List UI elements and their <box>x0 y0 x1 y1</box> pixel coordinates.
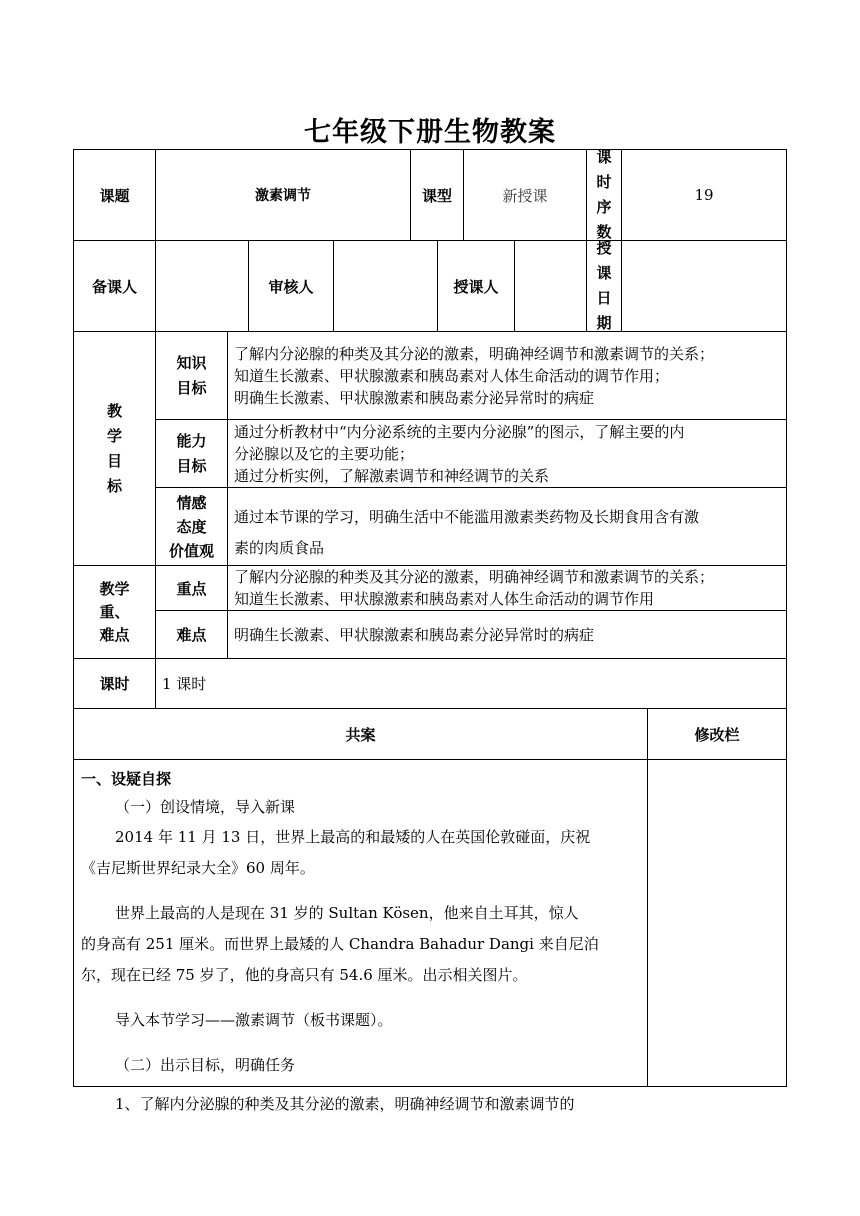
emotion-label-1: 情感 <box>176 493 207 512</box>
keypoints-label-1: 教学 <box>99 579 130 598</box>
goals-label-text: 教学目标 <box>106 401 122 495</box>
keypoints-label <box>74 566 155 658</box>
paragraph-line: 导入本节学习——激素调节（板书课题）。 <box>115 1011 393 1029</box>
focus-line: 知道生长激素、甲状腺激素和胰岛素对人体生命活动的调节作用 <box>234 590 655 608</box>
seq-label <box>587 150 621 240</box>
ability-label-text: 能力目标 <box>176 431 207 475</box>
date-label-text: 授课日期 <box>596 239 612 332</box>
revision-header: 修改栏 <box>694 725 740 744</box>
focus-label: 重点 <box>176 579 207 598</box>
paragraph-line: 的身高有 251 厘米。而世界上最矮的人 Chandra Bahadur Dangi 来自尼泊 <box>81 935 599 953</box>
ability-line: 通过分析教材中“内分泌系统的主要内分泌腺”的图示，了解主要的内 <box>234 423 685 441</box>
topic-value: 激素调节 <box>255 188 311 204</box>
knowledge-line: 明确生长激素、甲状腺激素和胰岛素分泌异常时的病症 <box>234 389 595 407</box>
emotion-label-3: 价值观 <box>168 541 214 560</box>
prep-value[interactable] <box>156 241 248 331</box>
ability-label <box>156 420 227 487</box>
goals-label <box>74 332 155 565</box>
difficulty-label: 难点 <box>176 626 207 644</box>
paragraph-line: 尔，现在已经 75 岁了，他的身高只有 54.6 厘米。出示相关图片。 <box>81 966 528 984</box>
review-value[interactable] <box>334 241 437 331</box>
seq-label-text: 课时序数 <box>596 148 612 241</box>
paragraph-line: 1、了解内分泌腺的种类及其分泌的激素，明确神经调节和激素调节的 <box>115 1095 575 1113</box>
knowledge-text <box>234 343 786 409</box>
topic-label: 课题 <box>99 186 130 205</box>
teach-value[interactable] <box>515 241 586 331</box>
hours-value: 1 课时 <box>162 675 207 693</box>
paragraph-line: 2014 年 11 月 13 日，世界上最高的和最矮的人在英国伦敦碰面，庆祝 <box>115 828 591 846</box>
focus-line: 了解内分泌腺的种类及其分泌的激素，明确神经调节和激素调节的关系； <box>234 568 715 586</box>
plan-body <box>81 766 643 1120</box>
paragraph-line: 世界上最高的人是现在 31 岁的 Sultan Kösen，他来自土耳其，惊人 <box>115 904 579 922</box>
knowledge-line: 了解内分泌腺的种类及其分泌的激素，明确神经调节和激素调节的关系； <box>234 345 715 363</box>
ability-line: 分泌腺以及它的主要功能； <box>234 445 415 463</box>
shared-plan-header: 共案 <box>345 725 376 744</box>
emotion-label <box>156 488 227 565</box>
keypoints-label-2: 重、 <box>99 602 130 621</box>
prep-label: 备课人 <box>91 277 137 296</box>
type-label: 课型 <box>421 186 452 205</box>
review-label: 审核人 <box>268 277 314 296</box>
focus-text <box>234 566 786 610</box>
hours-label: 课时 <box>99 675 130 693</box>
paragraph-line: 《吉尼斯世界纪录大全》60 周年。 <box>81 859 315 877</box>
sub-heading: （二）出示目标，明确任务 <box>115 1056 296 1074</box>
keypoints-label-3: 难点 <box>99 625 130 644</box>
emotion-label-2: 态度 <box>176 517 207 536</box>
date-label <box>587 241 621 331</box>
emotion-line: 通过本节课的学习，明确生活中不能滥用激素类药物及长期食用含有激 <box>234 508 700 526</box>
sub-heading: （一）创设情境，导入新课 <box>115 798 296 816</box>
seq-value: 19 <box>694 186 714 204</box>
emotion-text <box>234 502 786 564</box>
knowledge-label-text: 知识目标 <box>176 353 207 397</box>
emotion-line: 素的肉质食品 <box>234 539 325 557</box>
ability-line: 通过分析实例，了解激素调节和神经调节的关系 <box>234 467 550 485</box>
section-heading: 一、设疑自探 <box>81 770 172 788</box>
document-title: 七年级下册生物教案 <box>304 117 556 148</box>
ability-text <box>234 421 786 487</box>
knowledge-label <box>156 332 227 419</box>
teach-label: 授课人 <box>453 277 499 296</box>
revision-column[interactable] <box>648 760 786 1086</box>
date-value[interactable] <box>622 241 786 331</box>
difficulty-text: 明确生长激素、甲状腺激素和胰岛素分泌异常时的病症 <box>234 626 595 644</box>
knowledge-line: 知道生长激素、甲状腺激素和胰岛素对人体生命活动的调节作用； <box>234 367 670 385</box>
type-value: 新授课 <box>502 186 548 205</box>
